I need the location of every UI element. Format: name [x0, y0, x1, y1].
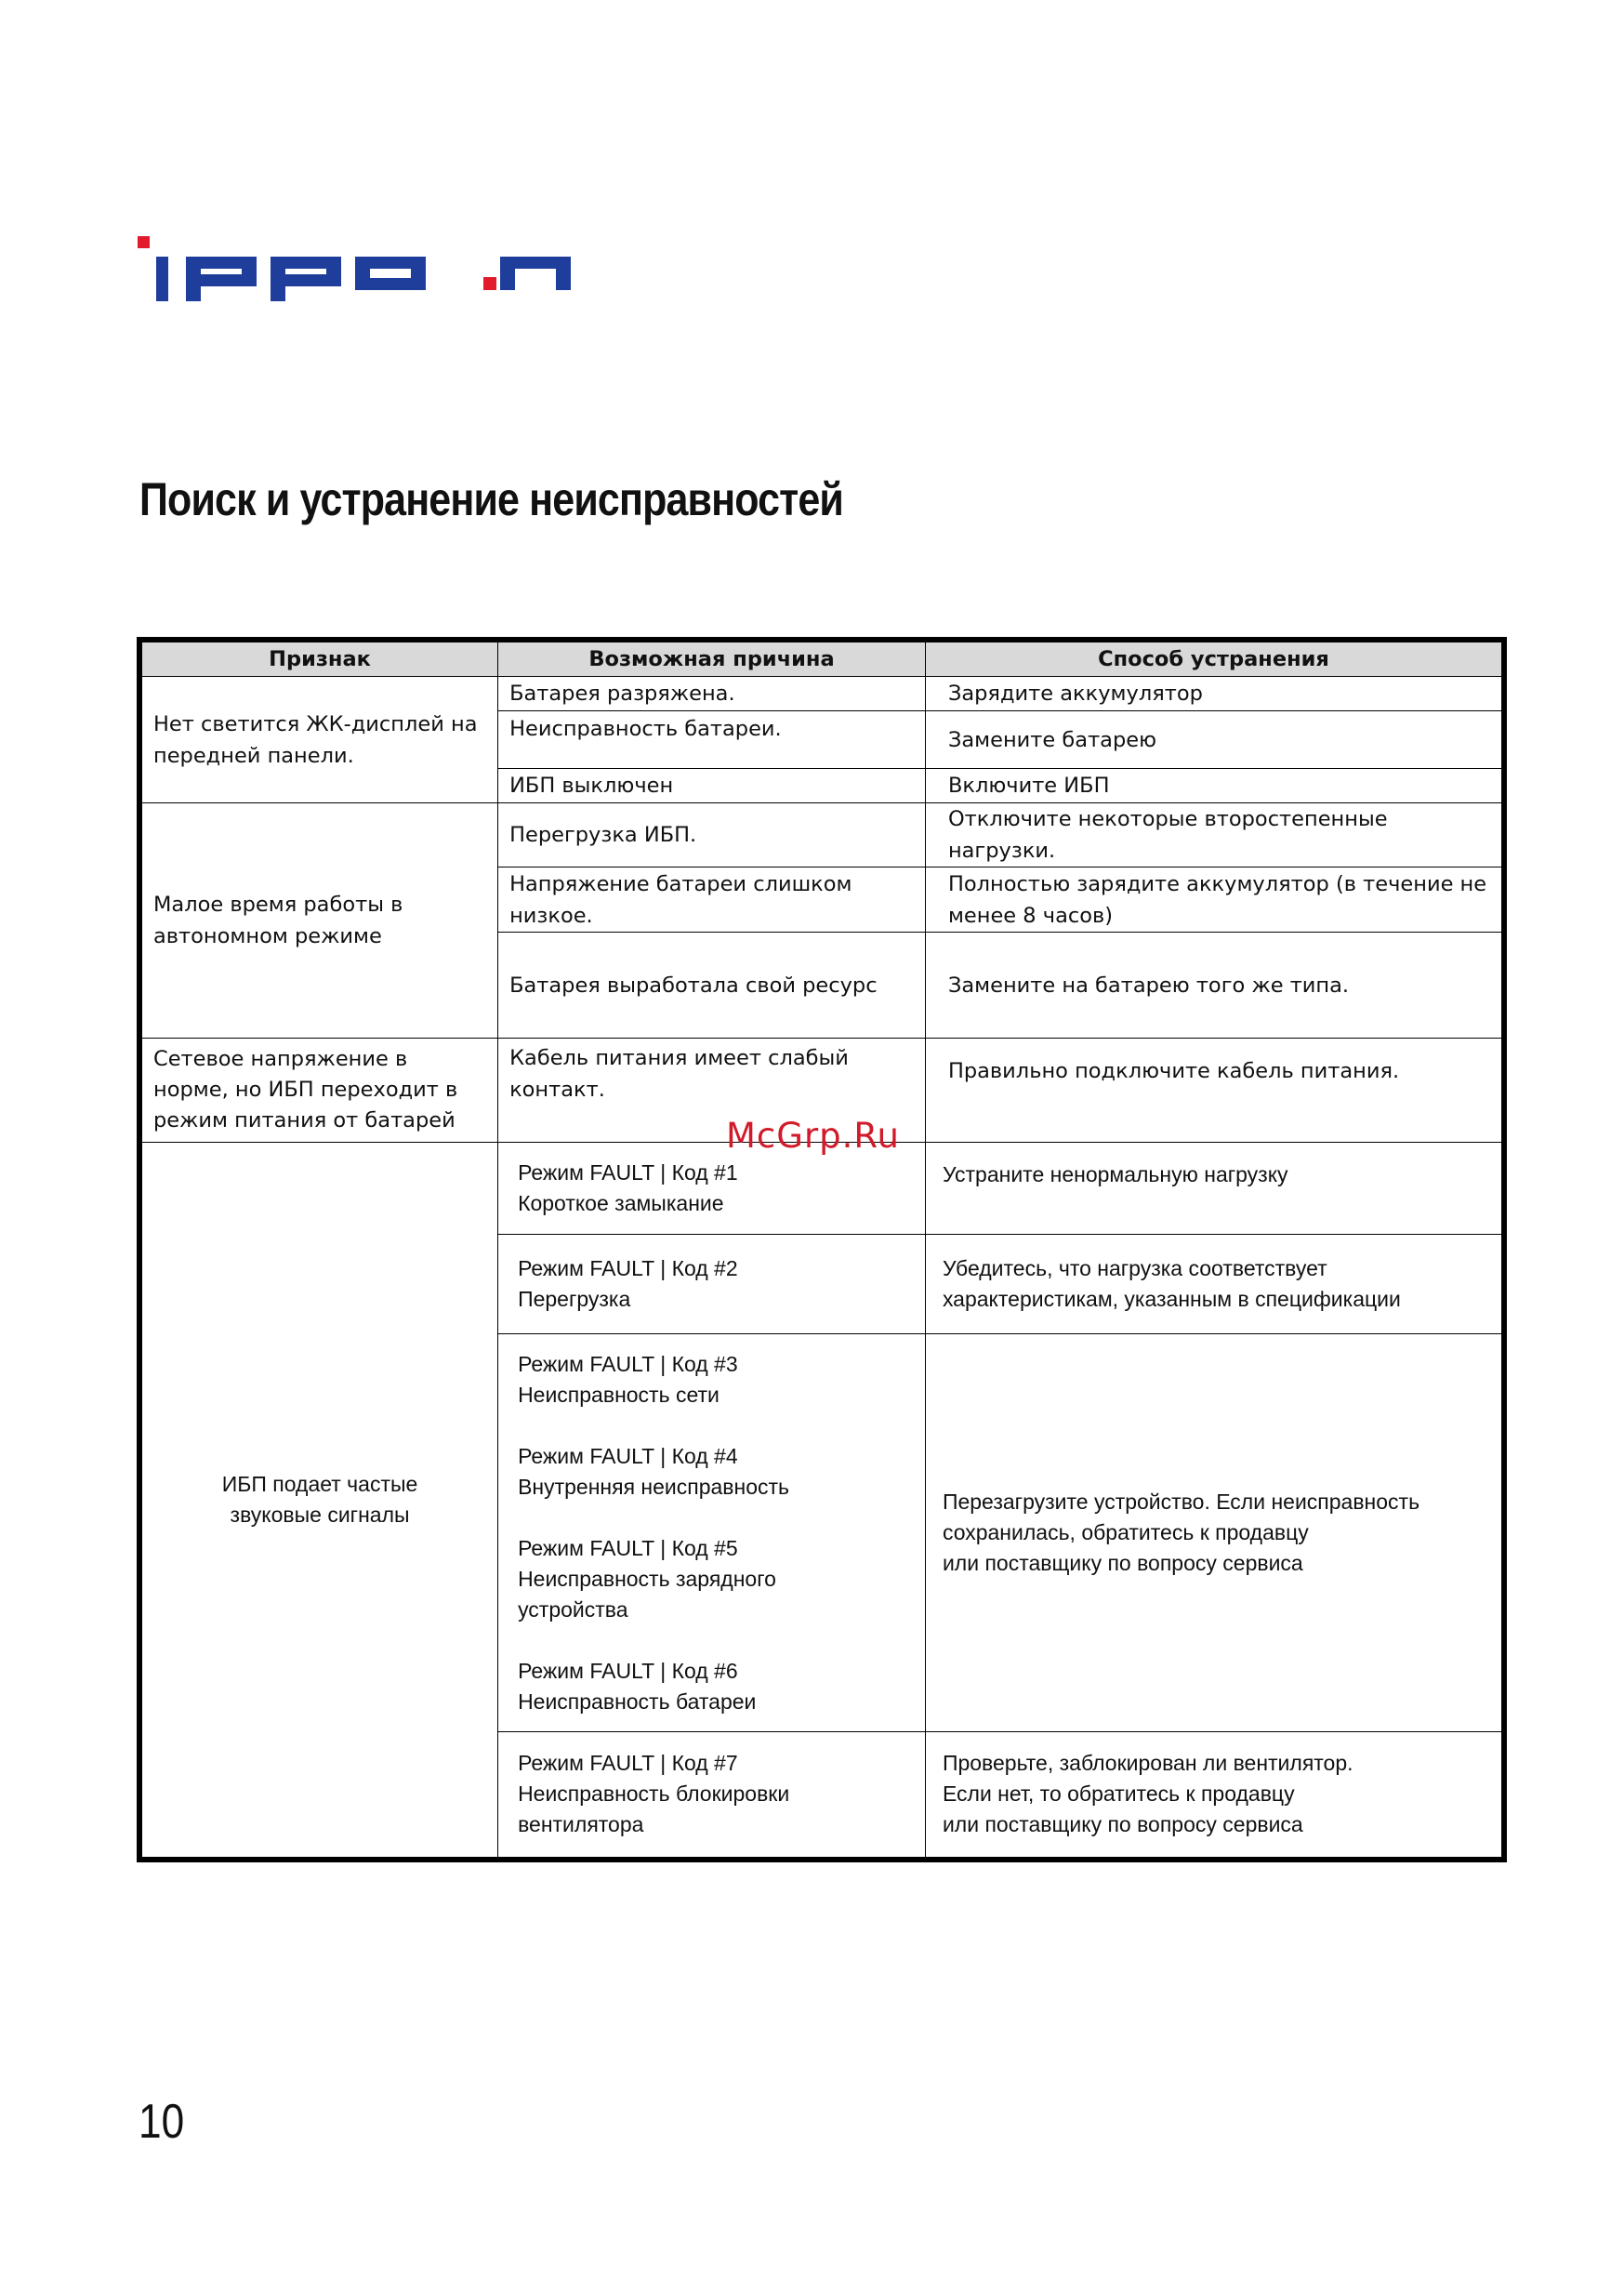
- fix-cell: Замените батарею: [925, 711, 1504, 769]
- cause-cell: Кабель питания имеет слабый контакт.: [498, 1039, 926, 1143]
- header-fix: Способ устранения: [925, 640, 1504, 677]
- symptom-cell: [139, 1143, 498, 1860]
- header-symptom: Признак: [139, 640, 498, 677]
- fault-code: Режим FAULT | Код #2: [518, 1256, 738, 1280]
- fault-desc: Неисправность сети: [518, 1382, 720, 1407]
- fix-cell: Замените на батарею того же типа.: [925, 933, 1504, 1039]
- table-row: [139, 1143, 1504, 1235]
- cause-cell: Напряжение батареи слишком низкое.: [498, 867, 926, 933]
- fault-code: Режим FAULT | Код #3: [518, 1351, 738, 1376]
- fix-cell: Включите ИБП: [925, 769, 1504, 803]
- fault-code: Режим FAULT | Код #4: [518, 1443, 738, 1468]
- cause-cell: Батарея выработала свой ресурс: [498, 933, 926, 1039]
- page-number: 10: [139, 2095, 185, 2149]
- symptom-cell: Нет светится ЖК-дисплей на передней панели.: [139, 677, 498, 803]
- fault-desc: Короткое замыкание: [518, 1191, 724, 1215]
- fault-fix-cell: Устраните ненормальную нагрузку: [925, 1143, 1504, 1235]
- fault-desc: Неисправность зарядного устройства: [518, 1566, 776, 1622]
- cause-cell: Перегрузка ИБП.: [498, 803, 926, 867]
- fix-cell: Отключите некоторые второстепенные нагрузки.: [925, 803, 1504, 867]
- symptom-cell: Сетевое напряжение в норме, но ИБП переходит в режим питания от батарей: [139, 1039, 498, 1143]
- fault-code: Режим FAULT | Код #1: [518, 1160, 738, 1185]
- fault-cell: [498, 1235, 926, 1334]
- header-cause: Возможная причина: [498, 640, 926, 677]
- cause-cell: Неисправность батареи.: [498, 711, 926, 769]
- fix-cell: Зарядите аккумулятор: [925, 677, 1504, 711]
- fault-fix-cell: Проверьте, заблокирован ли вентилятор. Если нет, то обратитесь к продавцу или поставщику по вопросу сервиса: [925, 1732, 1504, 1860]
- fault-cell: [498, 1334, 926, 1732]
- table-header-row: [139, 640, 1504, 677]
- fix-cell: Правильно подключите кабель питания.: [925, 1039, 1504, 1143]
- watermark: McGrp.Ru: [726, 1116, 900, 1156]
- fault-fix-cell: Перезагрузите устройство. Если неисправность сохранилась, обратитесь к продавцу или поставщику по вопросу сервиса: [925, 1334, 1504, 1732]
- fault-desc: Неисправность блокировки вентилятора: [518, 1781, 790, 1837]
- fault-desc: Неисправность батареи: [518, 1689, 757, 1714]
- fault-desc: Внутренняя неисправность: [518, 1474, 790, 1499]
- cause-cell: Батарея разряжена.: [498, 677, 926, 711]
- symptom-cell: Малое время работы в автономном режиме: [139, 803, 498, 1039]
- page-title: Поиск и устранение неисправностей: [139, 473, 843, 525]
- fix-cell: Полностью зарядите аккумулятор (в течение не менее 8 часов): [925, 867, 1504, 933]
- table-row: [139, 803, 1504, 867]
- table-row: [139, 677, 1504, 711]
- troubleshooting-table: [137, 637, 1507, 1862]
- fault-cell: [498, 1143, 926, 1235]
- fault-code: Режим FAULT | Код #6: [518, 1658, 738, 1683]
- beep-symptom-text: ИБП подает частые звуковые сигналы: [221, 1471, 418, 1527]
- cause-cell: ИБП выключен: [498, 769, 926, 803]
- fault-cell: [498, 1732, 926, 1860]
- ippon-logo: [138, 236, 574, 303]
- fault-code: Режим FAULT | Код #5: [518, 1535, 738, 1560]
- fault-code: Режим FAULT | Код #7: [518, 1751, 738, 1776]
- fault-desc: Перегрузка: [518, 1287, 631, 1311]
- fault-fix-cell: Убедитесь, что нагрузка соответствует характеристикам, указанным в спецификации: [925, 1235, 1504, 1334]
